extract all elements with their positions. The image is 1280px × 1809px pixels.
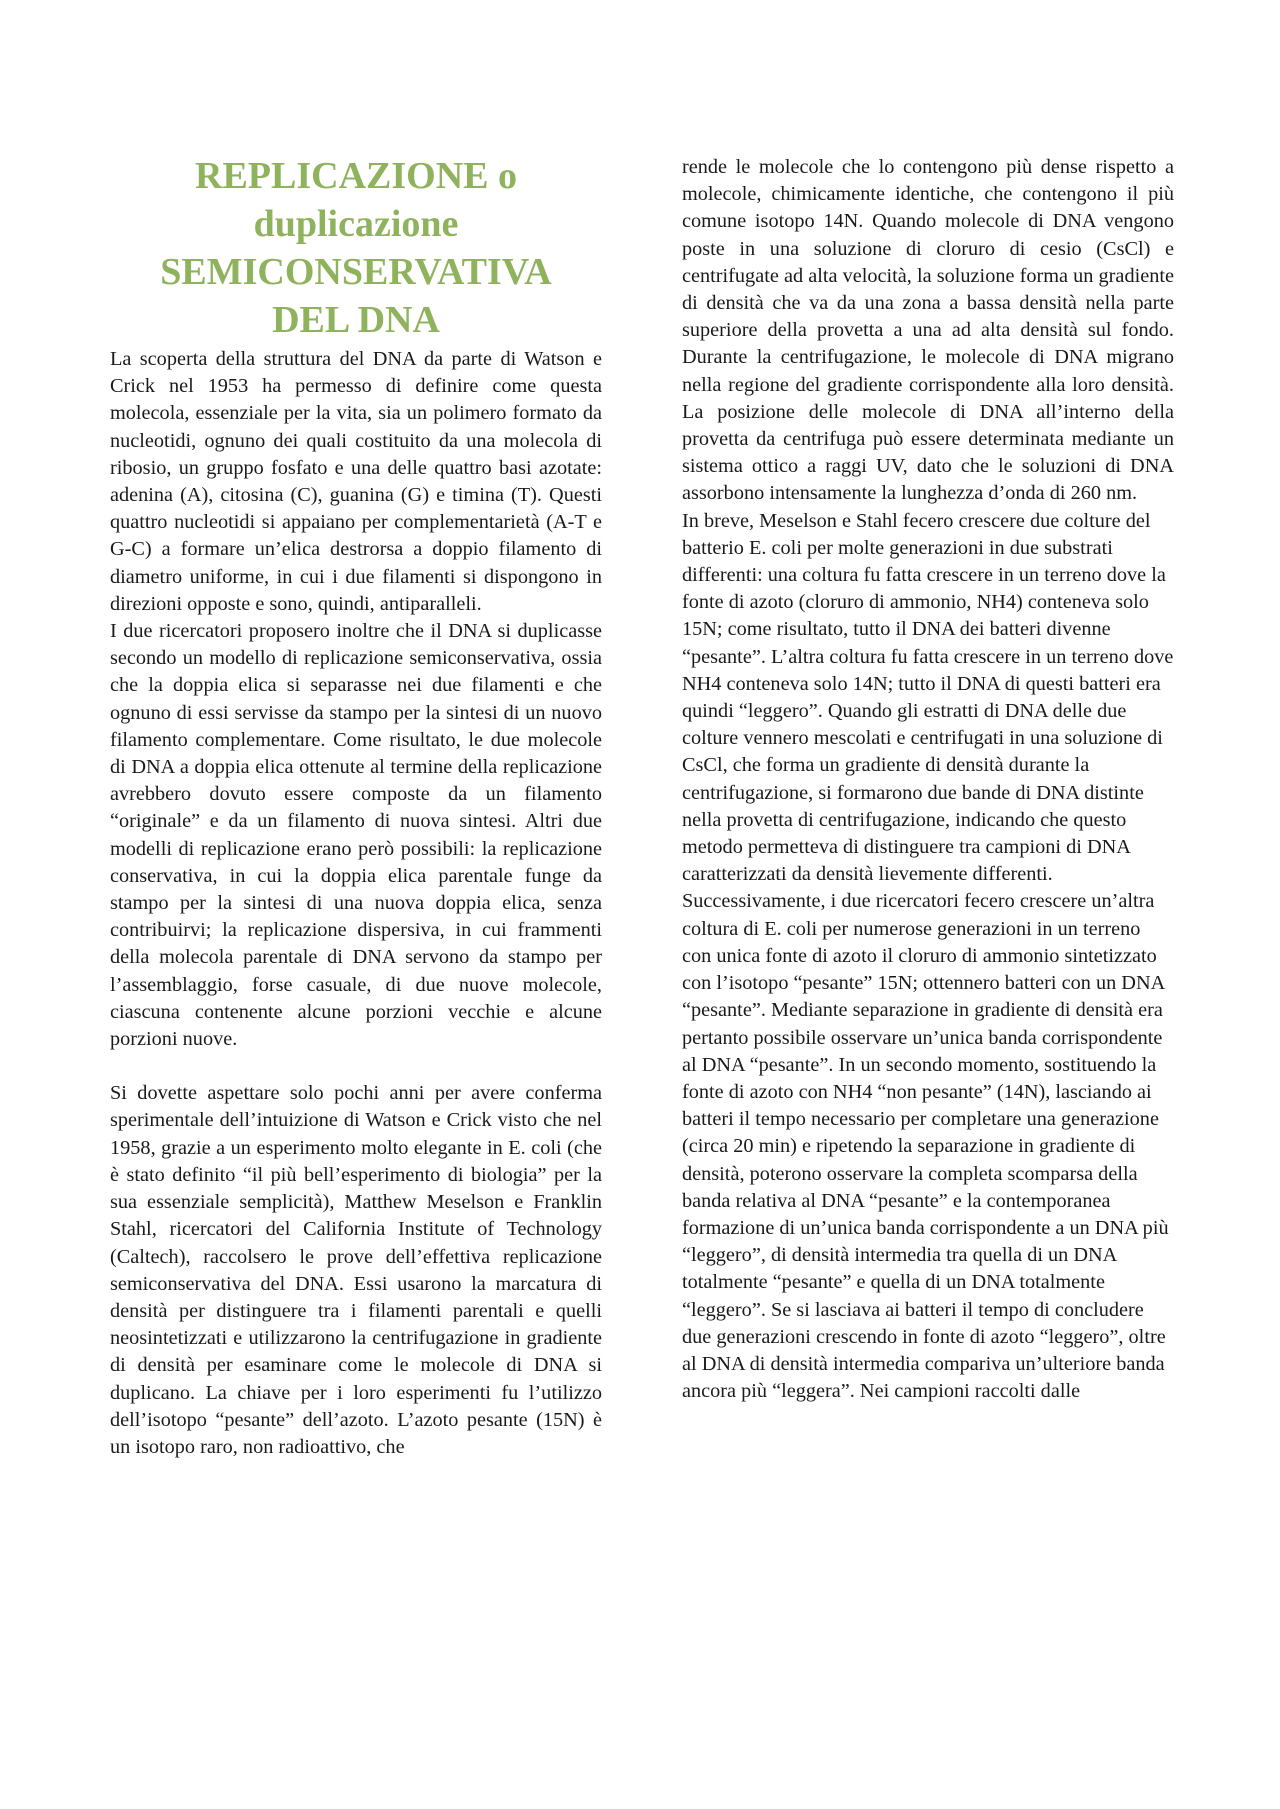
title-line-4: DEL DNA bbox=[272, 299, 440, 341]
paragraph-experiment: Si dovette aspettare solo pochi anni per avere conferma sperimentale dell’intuizione di Watson e Crick visto che nel 1958, grazie a un esperimento molto elegante in E. coli (che è stato definito “il più bell’esperimento di biologia” per la sua essenziale semplicità), Matthew Meselson e Franklin Stahl, ricercatori del California Institute of Technology (Caltech), raccolsero le prove dell’effettiva replicazione semiconservativa del DNA. Essi usarono la marcatura di densità per distinguere tra i filamenti parentali e quelli neosintetizzati e utilizzarono la centrifugazione in gradiente di densità per esaminare come le molecole di DNA si duplicano. La chiave per i loro esperimenti fu l’utilizzo dell’isotopo “pesante” dell’azoto. L’azoto pesante (15N) è un isotopo raro, non radioattivo, che bbox=[110, 1082, 602, 1458]
paragraph-summary: In breve, Meselson e Stahl fecero crescere due colture del batterio E. coli per molte generazioni in due substrati differenti: una coltura fu fatta crescere in un terreno dove la fonte di azoto (cloruro di ammonio, NH4) conteneva solo 15N; come risultato, tutto il DNA dei batteri divenne “pesante”. L’altra coltura fu fatta crescere in un terreno dove NH4 conteneva solo 14N; tutto il DNA di questi batteri era quindi “leggero”. Quando gli estratti di DNA delle due colture vennero mescolati e centrifugati in una soluzione di CsCl, che forma un gradiente di densità durante la centrifugazione, si formarono due bande di DNA distinte nella provetta di centrifugazione, indicando che questo metodo permetteva di distinguere tra campioni di DNA caratterizzati da densità lievemente differenti. Successivamente, i due ricercatori fecero crescere un’altra coltura di E. coli per numerose generazioni in un terreno con unica fonte di azoto il cloruro di ammonio sintetizzato con l’isotopo “pesante” 15N; ottennero batteri con un DNA “pesante”. Mediante separazione in gradiente di densità era pertanto possibile osservare un’unica banda corrispondente al DNA “pesante”. In un secondo momento, sostituendo la fonte di azoto con NH4 “non pesante” (14N), lasciando ai batteri il tempo necessario per completare una generazione (circa 20 min) e ripetendo la separazione in gradiente di densità, poterono osservare la completa scomparsa della banda relativa al DNA “pesante” e la contemporanea formazione di un’unica banda corrispondente a un DNA più “leggero”, di densità intermedia tra quella di un DNA totalmente “pesante” e quella di un DNA totalmente “leggero”. Se si lasciava ai batteri il tempo di concludere due generazioni crescendo in fonte di azoto “leggero”, oltre al DNA di densità intermedia compariva un’ulteriore banda ancora più “leggera”. Nei campioni raccolti dalle bbox=[682, 509, 1174, 1403]
title-line-1: REPLICAZIONE o bbox=[195, 155, 517, 197]
paragraph-models: I due ricercatori proposero inoltre che il DNA si duplicasse secondo un modello di replicazione semiconservativa, ossia che la doppia elica si separasse nei due filamenti e che ognuno di essi servisse da stampo per la sintesi di un nuovo filamento complementare. Come risultato, le due molecole di DNA a doppia elica ottenute al termine della replicazione avrebbero dovuto essere composte da un filamento “originale” e da un filamento di nuova sintesi. Altri due modelli di replicazione erano però possibili: la replicazione conservativa, in cui la doppia elica parentale funge da stampo per la sintesi di una nuova doppia elica, senza contribuirvi; la replicazione dispersiva, in cui frammenti della molecola parentale di DNA servono da stampo per l’assemblaggio, forse casuale, di due nuove molecole, ciascuna contenente alcune porzioni vecchie e alcune porzioni nuove. bbox=[110, 620, 602, 1051]
title-line-3: SEMICONSERVATIVA bbox=[160, 251, 552, 293]
page-title bbox=[110, 152, 602, 344]
right-column bbox=[682, 154, 1174, 1405]
paragraph-discovery: La scoperta della struttura del DNA da parte di Watson e Crick nel 1953 ha permesso di definire come questa molecola, essenziale per la vita, sia un polimero formato da nucleotidi, ognuno dei quali costituito da una molecola di ribosio, un gruppo fosfato e una delle quattro basi azotate: adenina (A), citosina (C), guanina (G) e timina (T). Questi quattro nucleotidi si appaiano per complementarietà (A-T e G-C) a formare un’elica destrorsa a doppio filamento di diametro uniforme, in cui i due filamenti si dispongono in direzioni opposte e sono, quindi, antiparalleli. bbox=[110, 348, 602, 615]
left-column bbox=[110, 152, 602, 1461]
title-line-2: duplicazione bbox=[253, 203, 459, 245]
paragraph-density: rende le molecole che lo contengono più dense rispetto a molecole, chimicamente identiche, che contengono il più comune isotopo 14N. Quando molecole di DNA vengono poste in una soluzione di cloruro di cesio (CsCl) e centrifugate ad alta velocità, la soluzione forma un gradiente di densità che va da una zona a bassa densità nella parte superiore della provetta a una ad alta densità sul fondo. Durante la centrifugazione, le molecole di DNA migrano nella regione del gradiente corrispondente alla loro densità. La posizione delle molecole di DNA all’interno della provetta da centrifuga può essere determinata mediante un sistema ottico a raggi UV, dato che le soluzioni di DNA assorbono intensamente la lunghezza d’onda di 260 nm. bbox=[682, 156, 1174, 505]
